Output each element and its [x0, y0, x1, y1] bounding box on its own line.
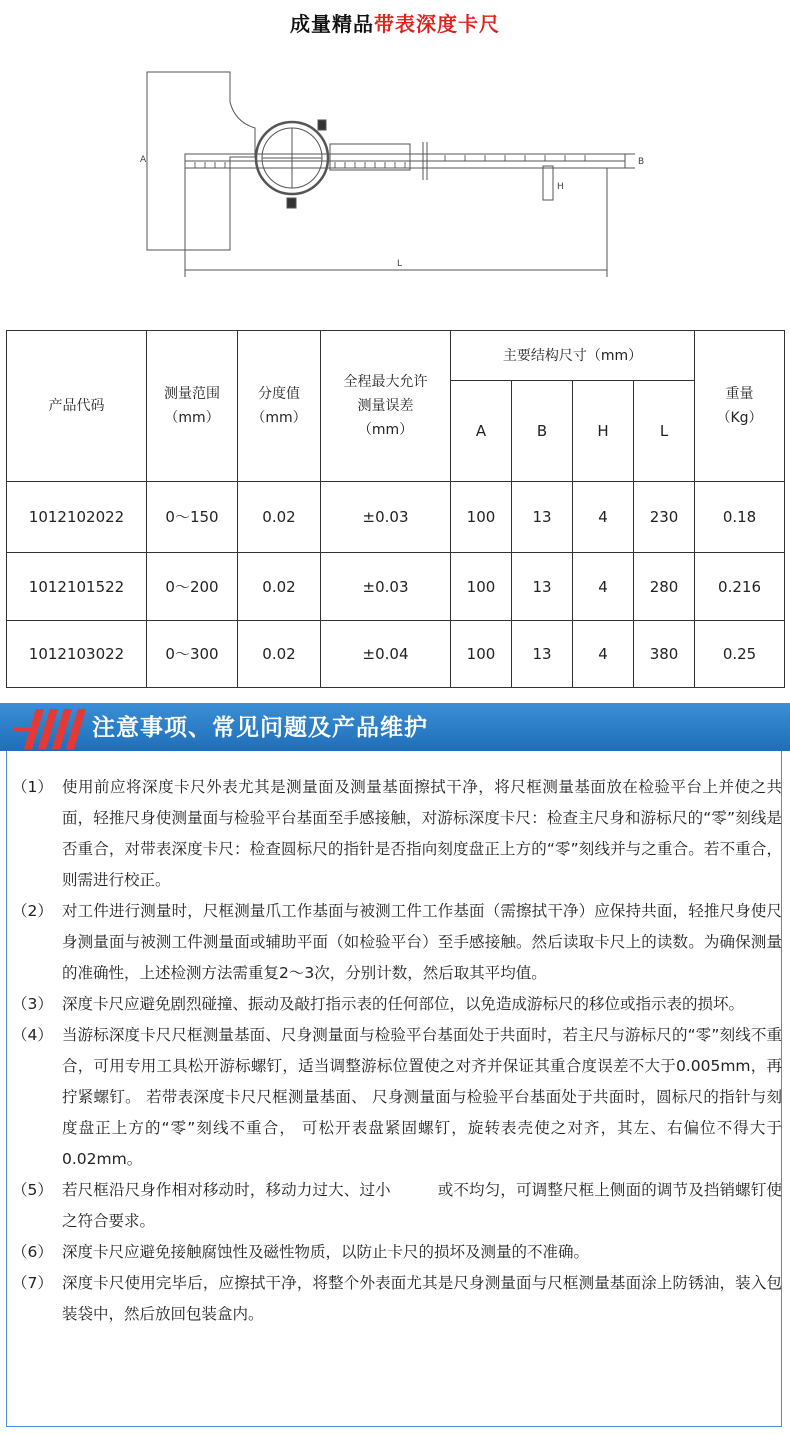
note-text: 深度卡尺使用完毕后，应擦拭干净，将整个外表面尤其是尺身测量面与尺框测量基面涂上防锈油，装入包装袋中，然后放回包装盒内。 [62, 1274, 782, 1323]
cell-h: 4 [573, 482, 634, 553]
cell-code: 1012103022 [7, 621, 147, 688]
header-code: 产品代码 [7, 331, 147, 482]
note-number: （4） [12, 1026, 53, 1044]
cell-range: 0～300 [147, 621, 238, 688]
list-item [12, 772, 782, 896]
cell-range: 0～150 [147, 482, 238, 553]
note-text: 深度卡尺应避免接触腐蚀性及磁性物质，以防止卡尺的损坏及测量的不准确。 [62, 1243, 590, 1261]
cell-l: 280 [634, 553, 695, 621]
note-number: （6） [12, 1243, 53, 1261]
note-text: 若尺框沿尺身作相对移动时，移动力过大、过小 或不均匀，可调整尺框上侧面的调节及挡销螺钉使之符合要求。 [62, 1181, 782, 1230]
header-max-error: 全程最大允许 测量误差 （mm） [321, 331, 451, 482]
label-b: B [638, 157, 645, 167]
page-title [0, 8, 790, 37]
cell-division: 0.02 [238, 621, 321, 688]
title-highlight: 带表深度卡尺 [374, 12, 500, 36]
label-a: A [140, 155, 147, 165]
table-row [7, 553, 785, 621]
cell-error: ±0.03 [321, 482, 451, 553]
table-row [7, 482, 785, 553]
cell-l: 380 [634, 621, 695, 688]
note-text: 深度卡尺应避免剧烈碰撞、振动及敲打指示表的任何部位，以免造成游标尺的移位或指示表的损坏。 [62, 995, 745, 1013]
note-number: （7） [12, 1274, 53, 1292]
header-division: 分度值 （mm） [238, 331, 321, 482]
header-h: H [573, 381, 634, 482]
spec-table [6, 330, 785, 688]
cell-h: 4 [573, 621, 634, 688]
caliper-technical-drawing [135, 62, 665, 292]
table-row [7, 621, 785, 688]
header-a: A [451, 381, 512, 482]
label-l: L [397, 259, 403, 269]
cell-error: ±0.03 [321, 553, 451, 621]
title-prefix: 成量精品 [290, 12, 374, 36]
cell-code: 1012101522 [7, 553, 147, 621]
cell-b: 13 [512, 621, 573, 688]
table-header-row [7, 331, 785, 381]
cell-division: 0.02 [238, 553, 321, 621]
list-item [12, 1268, 782, 1330]
cell-a: 100 [451, 482, 512, 553]
label-h: H [557, 182, 564, 192]
note-text: 对工件进行测量时，尺框测量爪工作基面与被测工件工作基面（需擦拭干净）应保持共面，轻推尺身使尺身测量面与被测工件测量面或辅助平面（如检验平台）至手感接触。然后读取卡尺上的读数。为确保测量的准确性，上述检测方法需重复2～3次，分别计数，然后取其平均值。 [62, 902, 782, 982]
cell-h: 4 [573, 553, 634, 621]
cell-a: 100 [451, 621, 512, 688]
section-banner [0, 703, 790, 751]
list-item [12, 896, 782, 989]
cell-range: 0～200 [147, 553, 238, 621]
cell-error: ±0.04 [321, 621, 451, 688]
note-number: （2） [12, 902, 53, 920]
notes-list [12, 772, 782, 1330]
cell-l: 230 [634, 482, 695, 553]
note-number: （1） [12, 778, 53, 796]
note-text: 当游标深度卡尺尺框测量基面、尺身测量面与检验平台基面处于共面时，若主尺与游标尺的“零”刻线不重合，可用专用工具松开游标螺钉，适当调整游标位置使之对齐并保证其重合度误差不大于0.005mm，再拧紧螺钉。 若带表深度卡尺尺框测量基面、 尺身测量面与检验平台基面处于共面时，圆标尺的指针与刻度盘正上方的“零”刻线不重合， 可松开表盘紧固螺钉，旋转表壳使之对齐，其左、右偏位不得大于0.02mm。 [62, 1026, 782, 1168]
banner-stripes-icon [14, 707, 86, 751]
list-item [12, 989, 782, 1020]
note-number: （3） [12, 995, 53, 1013]
header-l: L [634, 381, 695, 482]
list-item [12, 1020, 782, 1175]
banner-title: 注意事项、常见问题及产品维护 [92, 715, 428, 741]
cell-b: 13 [512, 482, 573, 553]
cell-weight: 0.25 [695, 621, 785, 688]
cell-division: 0.02 [238, 482, 321, 553]
note-number: （5） [12, 1181, 53, 1199]
cell-weight: 0.18 [695, 482, 785, 553]
list-item [12, 1175, 782, 1237]
list-item [12, 1237, 782, 1268]
cell-b: 13 [512, 553, 573, 621]
cell-a: 100 [451, 553, 512, 621]
cell-code: 1012102022 [7, 482, 147, 553]
header-weight: 重量 （Kg） [695, 331, 785, 482]
note-text: 使用前应将深度卡尺外表尤其是测量面及测量基面擦拭干净，将尺框测量基面放在检验平台上并使之共面，轻推尺身使测量面与检验平台基面至手感接触，对游标深度卡尺：检查主尺身和游标尺的“零”刻线是否重合，对带表深度卡尺：检查圆标尺的指针是否指向刻度盘正上方的“零”刻线并与之重合。若不重合，则需进行校正。 [62, 778, 782, 889]
header-dimensions: 主要结构尺寸（mm） [451, 331, 695, 381]
cell-weight: 0.216 [695, 553, 785, 621]
header-b: B [512, 381, 573, 482]
header-range: 测量范围 （mm） [147, 331, 238, 482]
